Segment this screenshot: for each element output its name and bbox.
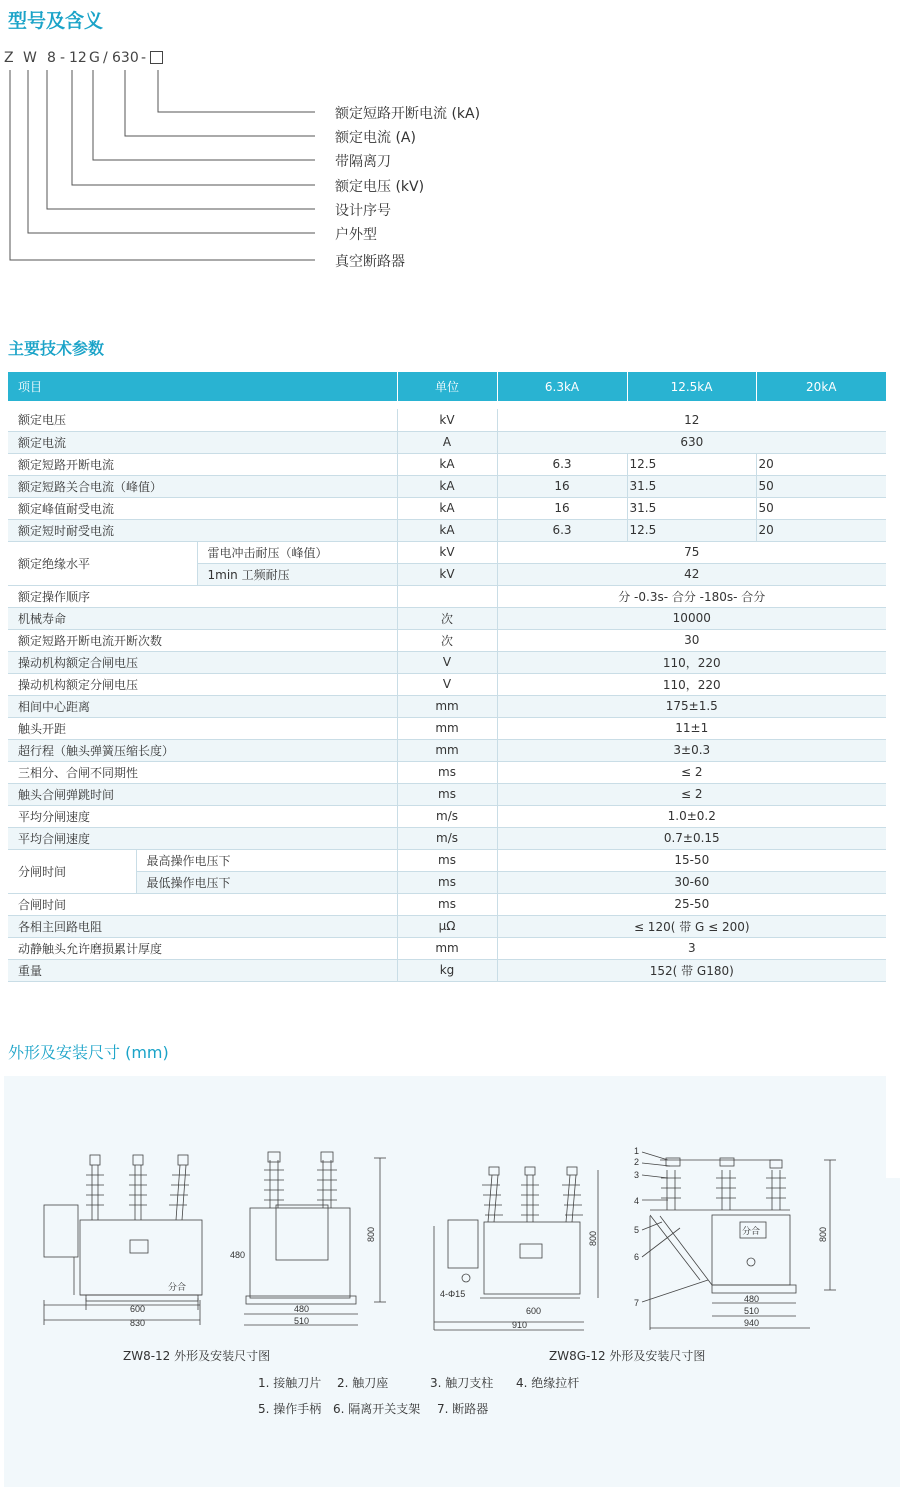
row-item: 平均分闸速度 xyxy=(8,805,397,827)
section-title-specs: 主要技术参数 xyxy=(8,339,105,358)
row-value: 630 xyxy=(497,431,886,453)
row-item: 超行程（触头弹簧压缩长度） xyxy=(8,739,397,761)
row-unit: kg xyxy=(397,959,497,981)
row-item: 额定绝缘水平 xyxy=(8,541,197,585)
dim-text: 800 xyxy=(366,1226,376,1242)
dim-text: 600 xyxy=(130,1304,146,1314)
fenhe-label: 分合 xyxy=(168,1282,187,1292)
row-unit: m/s xyxy=(397,827,497,849)
part-item: 1. 接触刀片 xyxy=(258,1376,322,1390)
table-row xyxy=(8,519,886,541)
dim-text: 940 xyxy=(744,1318,760,1328)
row-value: 15-50 xyxy=(497,849,886,871)
table-row xyxy=(8,651,886,673)
part-item: 7. 断路器 xyxy=(437,1402,489,1416)
insulator-group-1 xyxy=(86,1155,190,1220)
dim-text: 910 xyxy=(512,1320,528,1330)
row-unit: μΩ xyxy=(397,915,497,937)
table-row xyxy=(8,915,886,937)
table-row xyxy=(8,629,886,651)
row-subitem: 最高操作电压下 xyxy=(136,849,397,871)
section-title-dimensions: 外形及安装尺寸 (mm) xyxy=(8,1043,169,1062)
dim-text: 800 xyxy=(588,1230,598,1246)
row-value-12-5ka: 31.5 xyxy=(627,475,756,497)
table-row xyxy=(8,475,886,497)
model-meaning-item: 户外型 xyxy=(335,227,377,243)
row-value: 1.0±0.2 xyxy=(497,805,886,827)
code-char: - xyxy=(141,50,147,66)
row-unit: mm xyxy=(397,937,497,959)
dim-text: 480 xyxy=(294,1304,310,1314)
model-meaning-item: 带隔离刀 xyxy=(335,154,391,170)
row-value: 30 xyxy=(497,629,886,651)
table-row xyxy=(8,871,886,893)
row-unit: ms xyxy=(397,871,497,893)
row-value: 75 xyxy=(497,541,886,563)
table-row xyxy=(8,739,886,761)
insulator-group-2 xyxy=(264,1152,337,1208)
row-value-20ka: 50 xyxy=(756,497,886,519)
row-item: 额定短时耐受电流 xyxy=(8,519,397,541)
code-char: 8 xyxy=(47,50,56,66)
part-item: 3. 触刀支柱 xyxy=(430,1376,494,1390)
header-item: 项目 xyxy=(8,372,397,401)
code-char: 12 xyxy=(69,50,87,66)
row-value-6-3ka: 16 xyxy=(497,475,627,497)
row-unit xyxy=(397,585,497,607)
part-number: 3 xyxy=(634,1170,640,1180)
row-value-6-3ka: 6.3 xyxy=(497,519,627,541)
table-row xyxy=(8,959,886,981)
table-row xyxy=(8,849,886,871)
row-unit: kA xyxy=(397,453,497,475)
table-row xyxy=(8,409,886,431)
dim-text: 830 xyxy=(130,1318,146,1328)
row-item: 操动机构额定分闸电压 xyxy=(8,673,397,695)
row-item: 重量 xyxy=(8,959,397,981)
row-value: 10000 xyxy=(497,607,886,629)
code-char: - xyxy=(60,50,66,66)
row-unit: ms xyxy=(397,849,497,871)
row-value: 分 -0.3s- 合分 -180s- 合分 xyxy=(497,585,886,607)
row-value: 12 xyxy=(497,409,886,431)
table-row xyxy=(8,497,886,519)
table-header-row xyxy=(8,372,886,401)
row-value-20ka: 20 xyxy=(756,519,886,541)
row-unit: kV xyxy=(397,541,497,563)
table-row xyxy=(8,695,886,717)
dim-text: 510 xyxy=(744,1306,760,1316)
row-item: 机械寿命 xyxy=(8,607,397,629)
row-item: 额定电压 xyxy=(8,409,397,431)
row-value: 3±0.3 xyxy=(497,739,886,761)
row-unit: 次 xyxy=(397,607,497,629)
row-item: 额定短路关合电流（峰值） xyxy=(8,475,397,497)
row-item: 额定短路开断电流开断次数 xyxy=(8,629,397,651)
row-unit: m/s xyxy=(397,805,497,827)
model-meaning-item: 额定电压 (kV) xyxy=(335,179,425,195)
row-value: 30-60 xyxy=(497,871,886,893)
row-unit: kV xyxy=(397,409,497,431)
row-value-6-3ka: 6.3 xyxy=(497,453,627,475)
part-number: 7 xyxy=(634,1298,640,1308)
row-value-12-5ka: 12.5 xyxy=(627,519,756,541)
row-value-20ka: 20 xyxy=(756,453,886,475)
row-item: 分闸时间 xyxy=(8,849,136,893)
part-number: 5 xyxy=(634,1225,640,1235)
table-row xyxy=(8,827,886,849)
dim-text: 4-Φ15 xyxy=(440,1289,466,1299)
part-item: 2. 触刀座 xyxy=(337,1376,389,1390)
row-item: 额定短路开断电流 xyxy=(8,453,397,475)
row-unit: mm xyxy=(397,739,497,761)
mechanism-box xyxy=(44,1205,78,1257)
row-unit: mm xyxy=(397,695,497,717)
table-row xyxy=(8,585,886,607)
part-item: 6. 隔离开关支架 xyxy=(333,1402,421,1416)
row-value: 42 xyxy=(497,563,886,585)
model-meaning-item: 额定短路开断电流 (kA) xyxy=(335,106,481,122)
row-unit: 次 xyxy=(397,629,497,651)
row-item: 动静触头允许磨损累计厚度 xyxy=(8,937,397,959)
header-20ka: 20kA xyxy=(756,372,886,401)
part-number: 4 xyxy=(634,1196,640,1206)
row-value: 110，220 xyxy=(497,651,886,673)
model-code-leader-lines xyxy=(0,0,340,270)
insulator-group-4 xyxy=(661,1160,786,1210)
row-unit: kA xyxy=(397,519,497,541)
row-item: 三相分、合闸不同期性 xyxy=(8,761,397,783)
row-item: 触头合闸弹跳时间 xyxy=(8,783,397,805)
part-item: 5. 操作手柄 xyxy=(258,1402,322,1416)
row-item: 各相主回路电阻 xyxy=(8,915,397,937)
table-row xyxy=(8,673,886,695)
row-value: 152( 带 G180) xyxy=(497,959,886,981)
row-unit: ms xyxy=(397,783,497,805)
row-value: ≤ 2 xyxy=(497,783,886,805)
table-row xyxy=(8,761,886,783)
row-item: 额定峰值耐受电流 xyxy=(8,497,397,519)
code-char: Z xyxy=(4,50,14,66)
row-item: 触头开距 xyxy=(8,717,397,739)
row-subitem: 最低操作电压下 xyxy=(136,871,397,893)
row-value: ≤ 2 xyxy=(497,761,886,783)
part-number: 2 xyxy=(634,1157,640,1167)
code-char: 630 xyxy=(112,50,139,66)
dim-text: 510 xyxy=(294,1316,310,1326)
row-value: 110，220 xyxy=(497,673,886,695)
section-title-model: 型号及含义 xyxy=(8,10,104,32)
model-meaning-item: 设计序号 xyxy=(335,203,391,219)
row-unit: kA xyxy=(397,475,497,497)
row-value-12-5ka: 31.5 xyxy=(627,497,756,519)
code-char: / xyxy=(103,50,108,66)
part-item: 4. 绝缘拉杆 xyxy=(516,1376,580,1390)
row-value: 25-50 xyxy=(497,893,886,915)
table-row xyxy=(8,453,886,475)
row-unit: kA xyxy=(397,497,497,519)
code-char: G xyxy=(89,50,100,66)
row-item: 相间中心距离 xyxy=(8,695,397,717)
row-value: 3 xyxy=(497,937,886,959)
row-value-6-3ka: 16 xyxy=(497,497,627,519)
dimension-drawings xyxy=(0,1130,900,1350)
table-row xyxy=(8,937,886,959)
row-item: 合闸时间 xyxy=(8,893,397,915)
row-unit: ms xyxy=(397,761,497,783)
row-subitem: 1min 工频耐压 xyxy=(197,563,397,585)
row-unit: V xyxy=(397,651,497,673)
dim-text: 480 xyxy=(230,1250,246,1260)
header-6-3ka: 6.3kA xyxy=(497,372,627,401)
side-body xyxy=(250,1208,350,1298)
row-unit: ms xyxy=(397,893,497,915)
spec-table xyxy=(8,372,886,982)
table-row xyxy=(8,805,886,827)
model-meaning-item: 真空断路器 xyxy=(335,254,405,270)
row-value: 0.7±0.15 xyxy=(497,827,886,849)
fenhe-label: 分合 xyxy=(742,1226,761,1236)
header-unit: 单位 xyxy=(397,372,497,401)
table-row xyxy=(8,431,886,453)
row-item: 操动机构额定合闸电压 xyxy=(8,651,397,673)
part-number: 6 xyxy=(634,1252,640,1262)
row-value-12-5ka: 12.5 xyxy=(627,453,756,475)
row-unit: kV xyxy=(397,563,497,585)
row-value: ≤ 120( 带 G ≤ 200) xyxy=(497,915,886,937)
row-value: 175±1.5 xyxy=(497,695,886,717)
table-row xyxy=(8,893,886,915)
dim-text: 480 xyxy=(744,1294,760,1304)
row-value-20ka: 50 xyxy=(756,475,886,497)
dim-text: 800 xyxy=(818,1226,828,1242)
row-unit: A xyxy=(397,431,497,453)
row-item: 额定电流 xyxy=(8,431,397,453)
table-row xyxy=(8,541,886,563)
table-row xyxy=(8,717,886,739)
row-unit: mm xyxy=(397,717,497,739)
row-item: 平均合闸速度 xyxy=(8,827,397,849)
caption-zw8: ZW8-12 外形及安装尺寸图 xyxy=(123,1349,271,1363)
row-value: 11±1 xyxy=(497,717,886,739)
part-number: 1 xyxy=(634,1146,640,1156)
model-meaning-item: 额定电流 (A) xyxy=(335,130,416,146)
table-row xyxy=(8,607,886,629)
insulator-group-3 xyxy=(482,1167,583,1222)
code-char: W xyxy=(23,50,37,66)
table-row xyxy=(8,783,886,805)
row-subitem: 雷电冲击耐压（峰值） xyxy=(197,541,397,563)
row-item: 额定操作顺序 xyxy=(8,585,397,607)
caption-zw8g: ZW8G-12 外形及安装尺寸图 xyxy=(549,1349,706,1363)
header-12-5ka: 12.5kA xyxy=(627,372,756,401)
dim-text: 600 xyxy=(526,1306,542,1316)
row-unit: V xyxy=(397,673,497,695)
